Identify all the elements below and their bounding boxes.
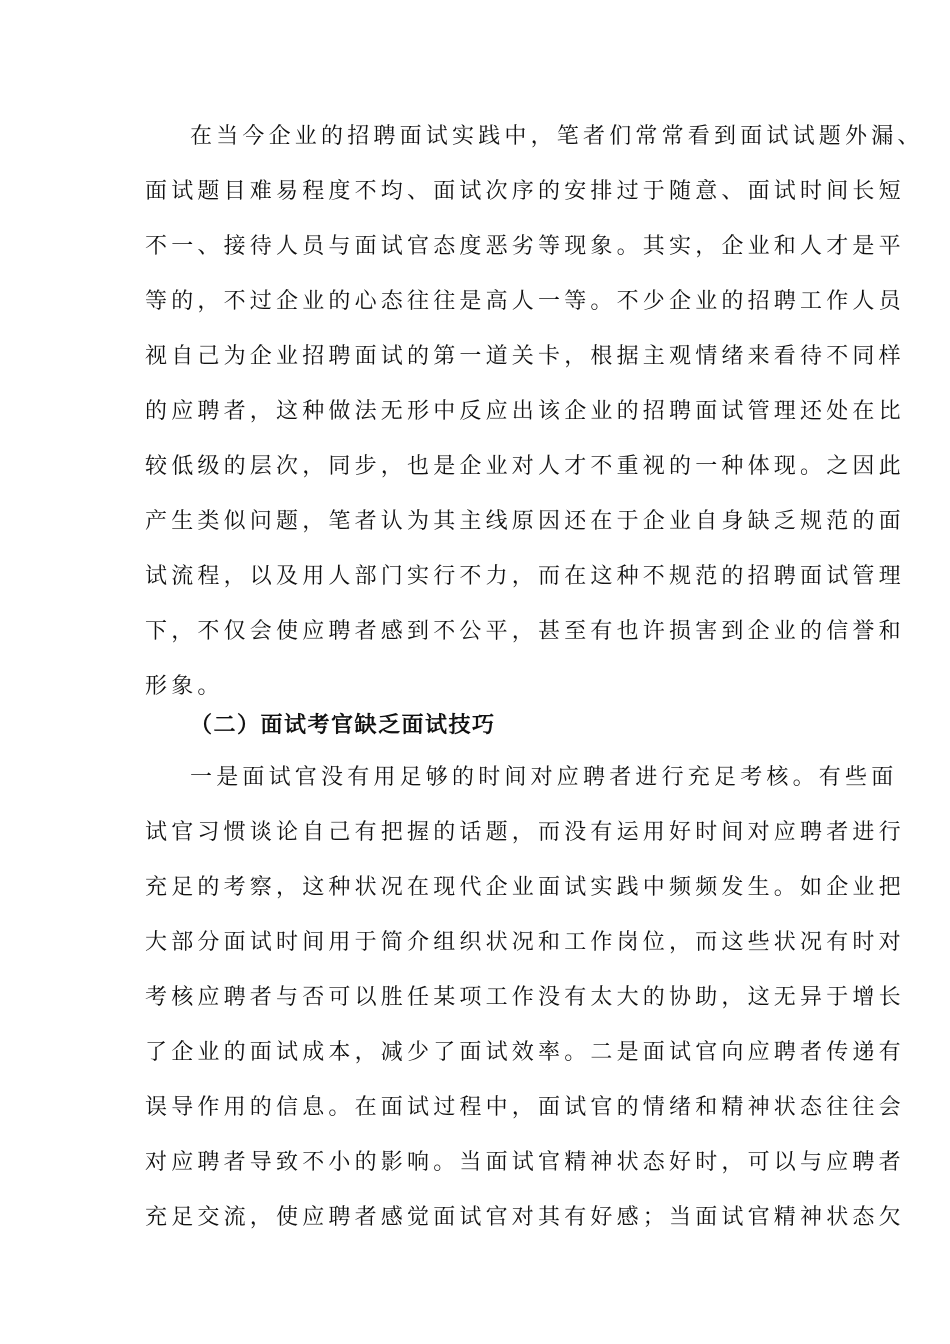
paragraph-1-line: 较低级的层次，同步，也是企业对人才不重视的一种体现。之因此 [145,454,905,479]
paragraph-1-line: 下，不仅会使应聘者感到不公平，甚至有也许损害到企业的信誉和 [145,619,905,644]
paragraph-2-line: 误导作用的信息。在面试过程中，面试官的情绪和精神状态往往会 [145,1095,905,1120]
section-heading: （二）面试考官缺乏面试技巧 [190,713,496,738]
paragraph-1-line: 形象。 [145,674,224,699]
paragraph-2-line: 充足交流，使应聘者感觉面试官对其有好感；当面试官精神状态欠 [145,1205,905,1230]
paragraph-2-line: 大部分面试时间用于简介组织状况和工作岗位，而这些状况有时对 [145,930,905,955]
paragraph-1-line: 在当今企业的招聘面试实践中，笔者们常常看到面试试题外漏、 [190,124,924,149]
paragraph-1-line: 试流程，以及用人部门实行不力，而在这种不规范的招聘面试管理 [145,564,905,589]
paragraph-2-line: 试官习惯谈论自己有把握的话题，而没有运用好时间对应聘者进行 [145,820,905,845]
paragraph-2-line: 一是面试官没有用足够的时间对应聘者进行充足考核。有些面 [190,765,898,790]
paragraph-2-line: 考核应聘者与否可以胜任某项工作没有太大的协助，这无异于增长 [145,985,905,1010]
paragraph-1-line: 的应聘者，这种做法无形中反应出该企业的招聘面试管理还处在比 [145,399,905,424]
paragraph-1-line: 等的，不过企业的心态往往是高人一等。不少企业的招聘工作人员 [145,289,905,314]
paragraph-2-line: 对应聘者导致不小的影响。当面试官精神状态好时，可以与应聘者 [145,1150,905,1175]
paragraph-2-line: 了企业的面试成本，减少了面试效率。二是面试官向应聘者传递有 [145,1040,905,1065]
paragraph-1-line: 面试题目难易程度不均、面试次序的安排过于随意、面试时间长短 [145,179,905,204]
paragraph-1-line: 视自己为企业招聘面试的第一道关卡，根据主观情绪来看待不同样 [145,344,905,369]
paragraph-1-line: 不一、接待人员与面试官态度恶劣等现象。其实，企业和人才是平 [145,234,905,259]
paragraph-1-line: 产生类似问题，笔者认为其主线原因还在于企业自身缺乏规范的面 [145,509,905,534]
paragraph-2-line: 充足的考察，这种状况在现代企业面试实践中频频发生。如企业把 [145,875,905,900]
